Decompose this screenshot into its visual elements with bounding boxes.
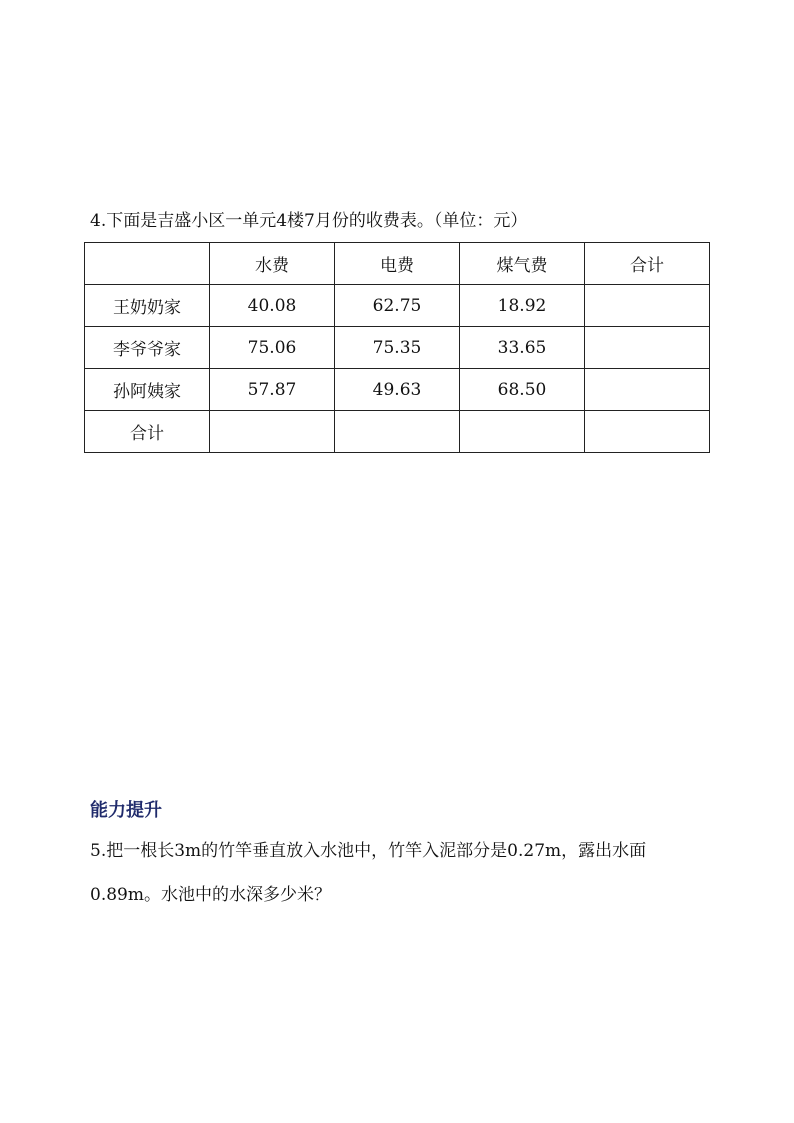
header-cell-water: 水费 [210, 243, 335, 285]
table-total-row [85, 411, 710, 453]
answer-cell [585, 369, 710, 411]
answer-cell [210, 411, 335, 453]
table-row [85, 285, 710, 327]
row-label: 王奶奶家 [85, 285, 210, 327]
header-cell-electricity: 电费 [335, 243, 460, 285]
question-5-line-1: 5.把一根长3m的竹竿垂直放入水池中，竹竿入泥部分是0.27m，露出水面 [90, 841, 647, 861]
fee-table [84, 242, 710, 453]
header-cell-total: 合计 [585, 243, 710, 285]
header-cell-gas: 煤气费 [460, 243, 585, 285]
table-cell: 68.50 [460, 369, 585, 411]
row-label: 李爷爷家 [85, 327, 210, 369]
table-cell: 75.06 [210, 327, 335, 369]
table-row [85, 327, 710, 369]
table-cell: 40.08 [210, 285, 335, 327]
table-row [85, 369, 710, 411]
table-header-row [85, 243, 710, 285]
table-cell: 57.87 [210, 369, 335, 411]
question-5-line-2: 0.89m。水池中的水深多少米？ [90, 885, 331, 905]
table-cell: 33.65 [460, 327, 585, 369]
section-heading: 能力提升 [90, 800, 162, 821]
table-cell: 75.35 [335, 327, 460, 369]
answer-cell [460, 411, 585, 453]
answer-cell [335, 411, 460, 453]
question-4-title: 4.下面是吉盛小区一单元4楼7月份的收费表。（单位：元） [90, 211, 528, 231]
answer-cell [585, 327, 710, 369]
answer-cell [585, 411, 710, 453]
row-label: 孙阿姨家 [85, 369, 210, 411]
answer-cell [585, 285, 710, 327]
row-label: 合计 [85, 411, 210, 453]
header-cell-empty [85, 243, 210, 285]
table-cell: 49.63 [335, 369, 460, 411]
table-cell: 18.92 [460, 285, 585, 327]
table-cell: 62.75 [335, 285, 460, 327]
